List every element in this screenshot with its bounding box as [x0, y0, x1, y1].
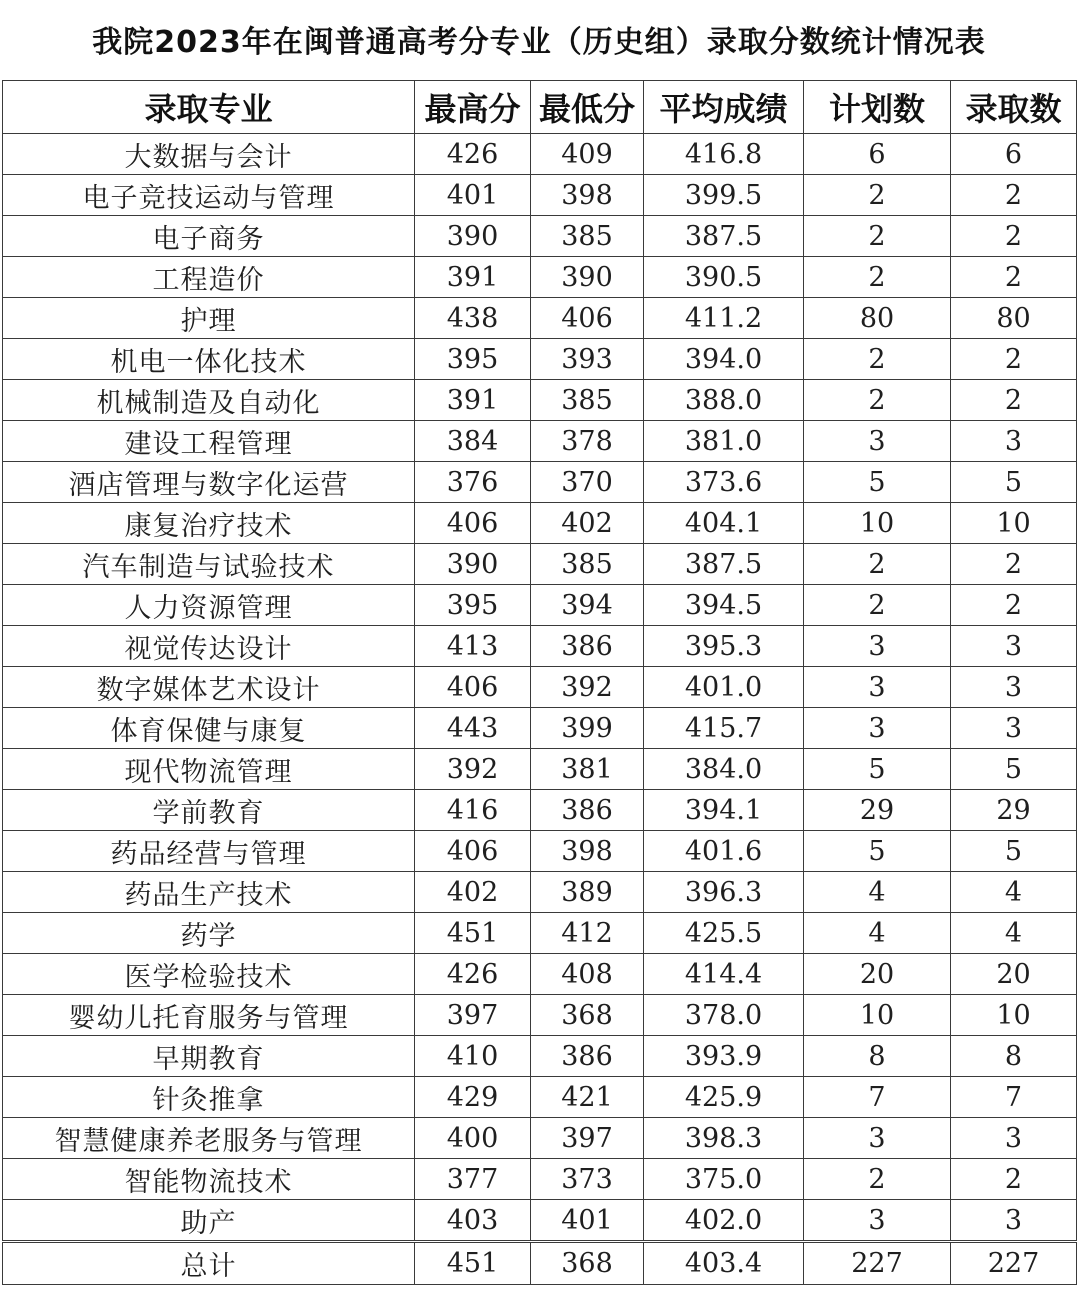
max-score: 397: [415, 995, 531, 1036]
max-score: 438: [415, 298, 531, 339]
major-name: 机械制造及自动化: [3, 380, 415, 421]
admitted-count: 3: [951, 1118, 1077, 1159]
table-row: [3, 1200, 1077, 1242]
major-name: 电子竞技运动与管理: [3, 175, 415, 216]
plan-count: 6: [804, 134, 951, 175]
admitted-count: 2: [951, 544, 1077, 585]
min-score: 398: [531, 831, 644, 872]
admitted-count: 20: [951, 954, 1077, 995]
major-name: 护理: [3, 298, 415, 339]
min-score: 409: [531, 134, 644, 175]
table-row: [3, 1118, 1077, 1159]
max-score: 403: [415, 1200, 531, 1242]
max-score: 391: [415, 257, 531, 298]
average-score: 373.6: [644, 462, 804, 503]
plan-count: 3: [804, 626, 951, 667]
average-score: 402.0: [644, 1200, 804, 1242]
table-header: [3, 81, 1077, 134]
average-score: 425.9: [644, 1077, 804, 1118]
plan-count: 10: [804, 995, 951, 1036]
total-min-score: 368: [531, 1242, 644, 1285]
max-score: 376: [415, 462, 531, 503]
table-row: [3, 954, 1077, 995]
admitted-count: 3: [951, 1200, 1077, 1242]
major-name: 智能物流技术: [3, 1159, 415, 1200]
min-score: 406: [531, 298, 644, 339]
min-score: 393: [531, 339, 644, 380]
admitted-count: 29: [951, 790, 1077, 831]
min-score: 385: [531, 380, 644, 421]
average-score: 425.5: [644, 913, 804, 954]
plan-count: 29: [804, 790, 951, 831]
admitted-count: 10: [951, 503, 1077, 544]
average-score: 375.0: [644, 1159, 804, 1200]
max-score: 429: [415, 1077, 531, 1118]
table-row: [3, 544, 1077, 585]
max-score: 426: [415, 134, 531, 175]
header-average-score: 平均成绩: [644, 81, 804, 134]
admitted-count: 10: [951, 995, 1077, 1036]
plan-count: 3: [804, 421, 951, 462]
plan-count: 8: [804, 1036, 951, 1077]
major-name: 人力资源管理: [3, 585, 415, 626]
average-score: 387.5: [644, 216, 804, 257]
total-max-score: 451: [415, 1242, 531, 1285]
total-plan-count: 227: [804, 1242, 951, 1285]
admitted-count: 2: [951, 257, 1077, 298]
average-score: 387.5: [644, 544, 804, 585]
total-row: [3, 1242, 1077, 1285]
average-score: 384.0: [644, 749, 804, 790]
admitted-count: 8: [951, 1036, 1077, 1077]
max-score: 406: [415, 503, 531, 544]
max-score: 391: [415, 380, 531, 421]
min-score: 368: [531, 995, 644, 1036]
table-row: [3, 175, 1077, 216]
average-score: 394.1: [644, 790, 804, 831]
plan-count: 2: [804, 1159, 951, 1200]
table-row: [3, 339, 1077, 380]
max-score: 392: [415, 749, 531, 790]
table-row: [3, 667, 1077, 708]
table-row: [3, 585, 1077, 626]
average-score: 401.0: [644, 667, 804, 708]
min-score: 399: [531, 708, 644, 749]
average-score: 394.0: [644, 339, 804, 380]
average-score: 415.7: [644, 708, 804, 749]
major-name: 工程造价: [3, 257, 415, 298]
plan-count: 2: [804, 380, 951, 421]
min-score: 378: [531, 421, 644, 462]
average-score: 388.0: [644, 380, 804, 421]
table-row: [3, 749, 1077, 790]
table-row: [3, 831, 1077, 872]
header-plan-count: 计划数: [804, 81, 951, 134]
plan-count: 7: [804, 1077, 951, 1118]
major-name: 药品经营与管理: [3, 831, 415, 872]
min-score: 392: [531, 667, 644, 708]
min-score: 397: [531, 1118, 644, 1159]
max-score: 384: [415, 421, 531, 462]
table-row: [3, 216, 1077, 257]
table-row: [3, 462, 1077, 503]
plan-count: 2: [804, 585, 951, 626]
admitted-count: 2: [951, 1159, 1077, 1200]
min-score: 394: [531, 585, 644, 626]
min-score: 385: [531, 544, 644, 585]
table-row: [3, 421, 1077, 462]
min-score: 370: [531, 462, 644, 503]
major-name: 药品生产技术: [3, 872, 415, 913]
min-score: 402: [531, 503, 644, 544]
header-row: [3, 81, 1077, 134]
table-row: [3, 790, 1077, 831]
header-max-score: 最高分: [415, 81, 531, 134]
admitted-count: 3: [951, 708, 1077, 749]
plan-count: 3: [804, 667, 951, 708]
table-row: [3, 1159, 1077, 1200]
average-score: 393.9: [644, 1036, 804, 1077]
min-score: 390: [531, 257, 644, 298]
major-name: 智慧健康养老服务与管理: [3, 1118, 415, 1159]
admitted-count: 2: [951, 175, 1077, 216]
admitted-count: 80: [951, 298, 1077, 339]
admitted-count: 2: [951, 380, 1077, 421]
major-name: 医学检验技术: [3, 954, 415, 995]
major-name: 建设工程管理: [3, 421, 415, 462]
max-score: 390: [415, 216, 531, 257]
table-row: [3, 1036, 1077, 1077]
header-min-score: 最低分: [531, 81, 644, 134]
admitted-count: 4: [951, 913, 1077, 954]
plan-count: 3: [804, 708, 951, 749]
plan-count: 4: [804, 872, 951, 913]
table-row: [3, 913, 1077, 954]
average-score: 399.5: [644, 175, 804, 216]
plan-count: 10: [804, 503, 951, 544]
plan-count: 2: [804, 339, 951, 380]
admitted-count: 3: [951, 626, 1077, 667]
major-name: 视觉传达设计: [3, 626, 415, 667]
max-score: 401: [415, 175, 531, 216]
table-row: [3, 503, 1077, 544]
min-score: 408: [531, 954, 644, 995]
admitted-count: 5: [951, 831, 1077, 872]
max-score: 377: [415, 1159, 531, 1200]
average-score: 401.6: [644, 831, 804, 872]
max-score: 390: [415, 544, 531, 585]
major-name: 汽车制造与试验技术: [3, 544, 415, 585]
admitted-count: 3: [951, 667, 1077, 708]
average-score: 394.5: [644, 585, 804, 626]
average-score: 398.3: [644, 1118, 804, 1159]
max-score: 451: [415, 913, 531, 954]
max-score: 395: [415, 339, 531, 380]
major-name: 数字媒体艺术设计: [3, 667, 415, 708]
admitted-count: 7: [951, 1077, 1077, 1118]
max-score: 416: [415, 790, 531, 831]
plan-count: 2: [804, 216, 951, 257]
average-score: 404.1: [644, 503, 804, 544]
min-score: 398: [531, 175, 644, 216]
plan-count: 5: [804, 462, 951, 503]
plan-count: 2: [804, 544, 951, 585]
plan-count: 2: [804, 175, 951, 216]
average-score: 395.3: [644, 626, 804, 667]
min-score: 401: [531, 1200, 644, 1242]
max-score: 395: [415, 585, 531, 626]
admitted-count: 6: [951, 134, 1077, 175]
header-major: 录取专业: [3, 81, 415, 134]
max-score: 406: [415, 831, 531, 872]
total-admitted-count: 227: [951, 1242, 1077, 1285]
plan-count: 2: [804, 257, 951, 298]
average-score: 396.3: [644, 872, 804, 913]
table-row: [3, 872, 1077, 913]
max-score: 413: [415, 626, 531, 667]
major-name: 康复治疗技术: [3, 503, 415, 544]
min-score: 381: [531, 749, 644, 790]
plan-count: 80: [804, 298, 951, 339]
admitted-count: 4: [951, 872, 1077, 913]
table-row: [3, 257, 1077, 298]
total-average-score: 403.4: [644, 1242, 804, 1285]
plan-count: 4: [804, 913, 951, 954]
table-row: [3, 298, 1077, 339]
table-row: [3, 995, 1077, 1036]
min-score: 386: [531, 626, 644, 667]
max-score: 410: [415, 1036, 531, 1077]
plan-count: 5: [804, 831, 951, 872]
table-body: [3, 134, 1077, 1285]
major-name: 婴幼儿托育服务与管理: [3, 995, 415, 1036]
min-score: 412: [531, 913, 644, 954]
major-name: 早期教育: [3, 1036, 415, 1077]
average-score: 416.8: [644, 134, 804, 175]
average-score: 381.0: [644, 421, 804, 462]
major-name: 酒店管理与数字化运营: [3, 462, 415, 503]
min-score: 421: [531, 1077, 644, 1118]
min-score: 386: [531, 790, 644, 831]
admitted-count: 2: [951, 216, 1077, 257]
admitted-count: 2: [951, 339, 1077, 380]
min-score: 385: [531, 216, 644, 257]
plan-count: 20: [804, 954, 951, 995]
table-row: [3, 1077, 1077, 1118]
plan-count: 5: [804, 749, 951, 790]
major-name: 现代物流管理: [3, 749, 415, 790]
max-score: 443: [415, 708, 531, 749]
average-score: 378.0: [644, 995, 804, 1036]
major-name: 学前教育: [3, 790, 415, 831]
admitted-count: 5: [951, 749, 1077, 790]
total-label: 总计: [3, 1242, 415, 1285]
table-row: [3, 380, 1077, 421]
admitted-count: 2: [951, 585, 1077, 626]
admitted-count: 5: [951, 462, 1077, 503]
max-score: 400: [415, 1118, 531, 1159]
major-name: 体育保健与康复: [3, 708, 415, 749]
average-score: 414.4: [644, 954, 804, 995]
average-score: 411.2: [644, 298, 804, 339]
max-score: 426: [415, 954, 531, 995]
average-score: 390.5: [644, 257, 804, 298]
max-score: 406: [415, 667, 531, 708]
major-name: 电子商务: [3, 216, 415, 257]
table-row: [3, 626, 1077, 667]
major-name: 针灸推拿: [3, 1077, 415, 1118]
major-name: 药学: [3, 913, 415, 954]
major-name: 机电一体化技术: [3, 339, 415, 380]
page-title: 我院2023年在闽普通高考分专业（历史组）录取分数统计情况表: [92, 25, 986, 60]
table-row: [3, 134, 1077, 175]
plan-count: 3: [804, 1200, 951, 1242]
admission-score-table: [2, 80, 1077, 1285]
major-name: 大数据与会计: [3, 134, 415, 175]
min-score: 373: [531, 1159, 644, 1200]
table-row: [3, 708, 1077, 749]
max-score: 402: [415, 872, 531, 913]
plan-count: 3: [804, 1118, 951, 1159]
min-score: 389: [531, 872, 644, 913]
admitted-count: 3: [951, 421, 1077, 462]
min-score: 386: [531, 1036, 644, 1077]
major-name: 助产: [3, 1200, 415, 1242]
header-admitted-count: 录取数: [951, 81, 1077, 134]
